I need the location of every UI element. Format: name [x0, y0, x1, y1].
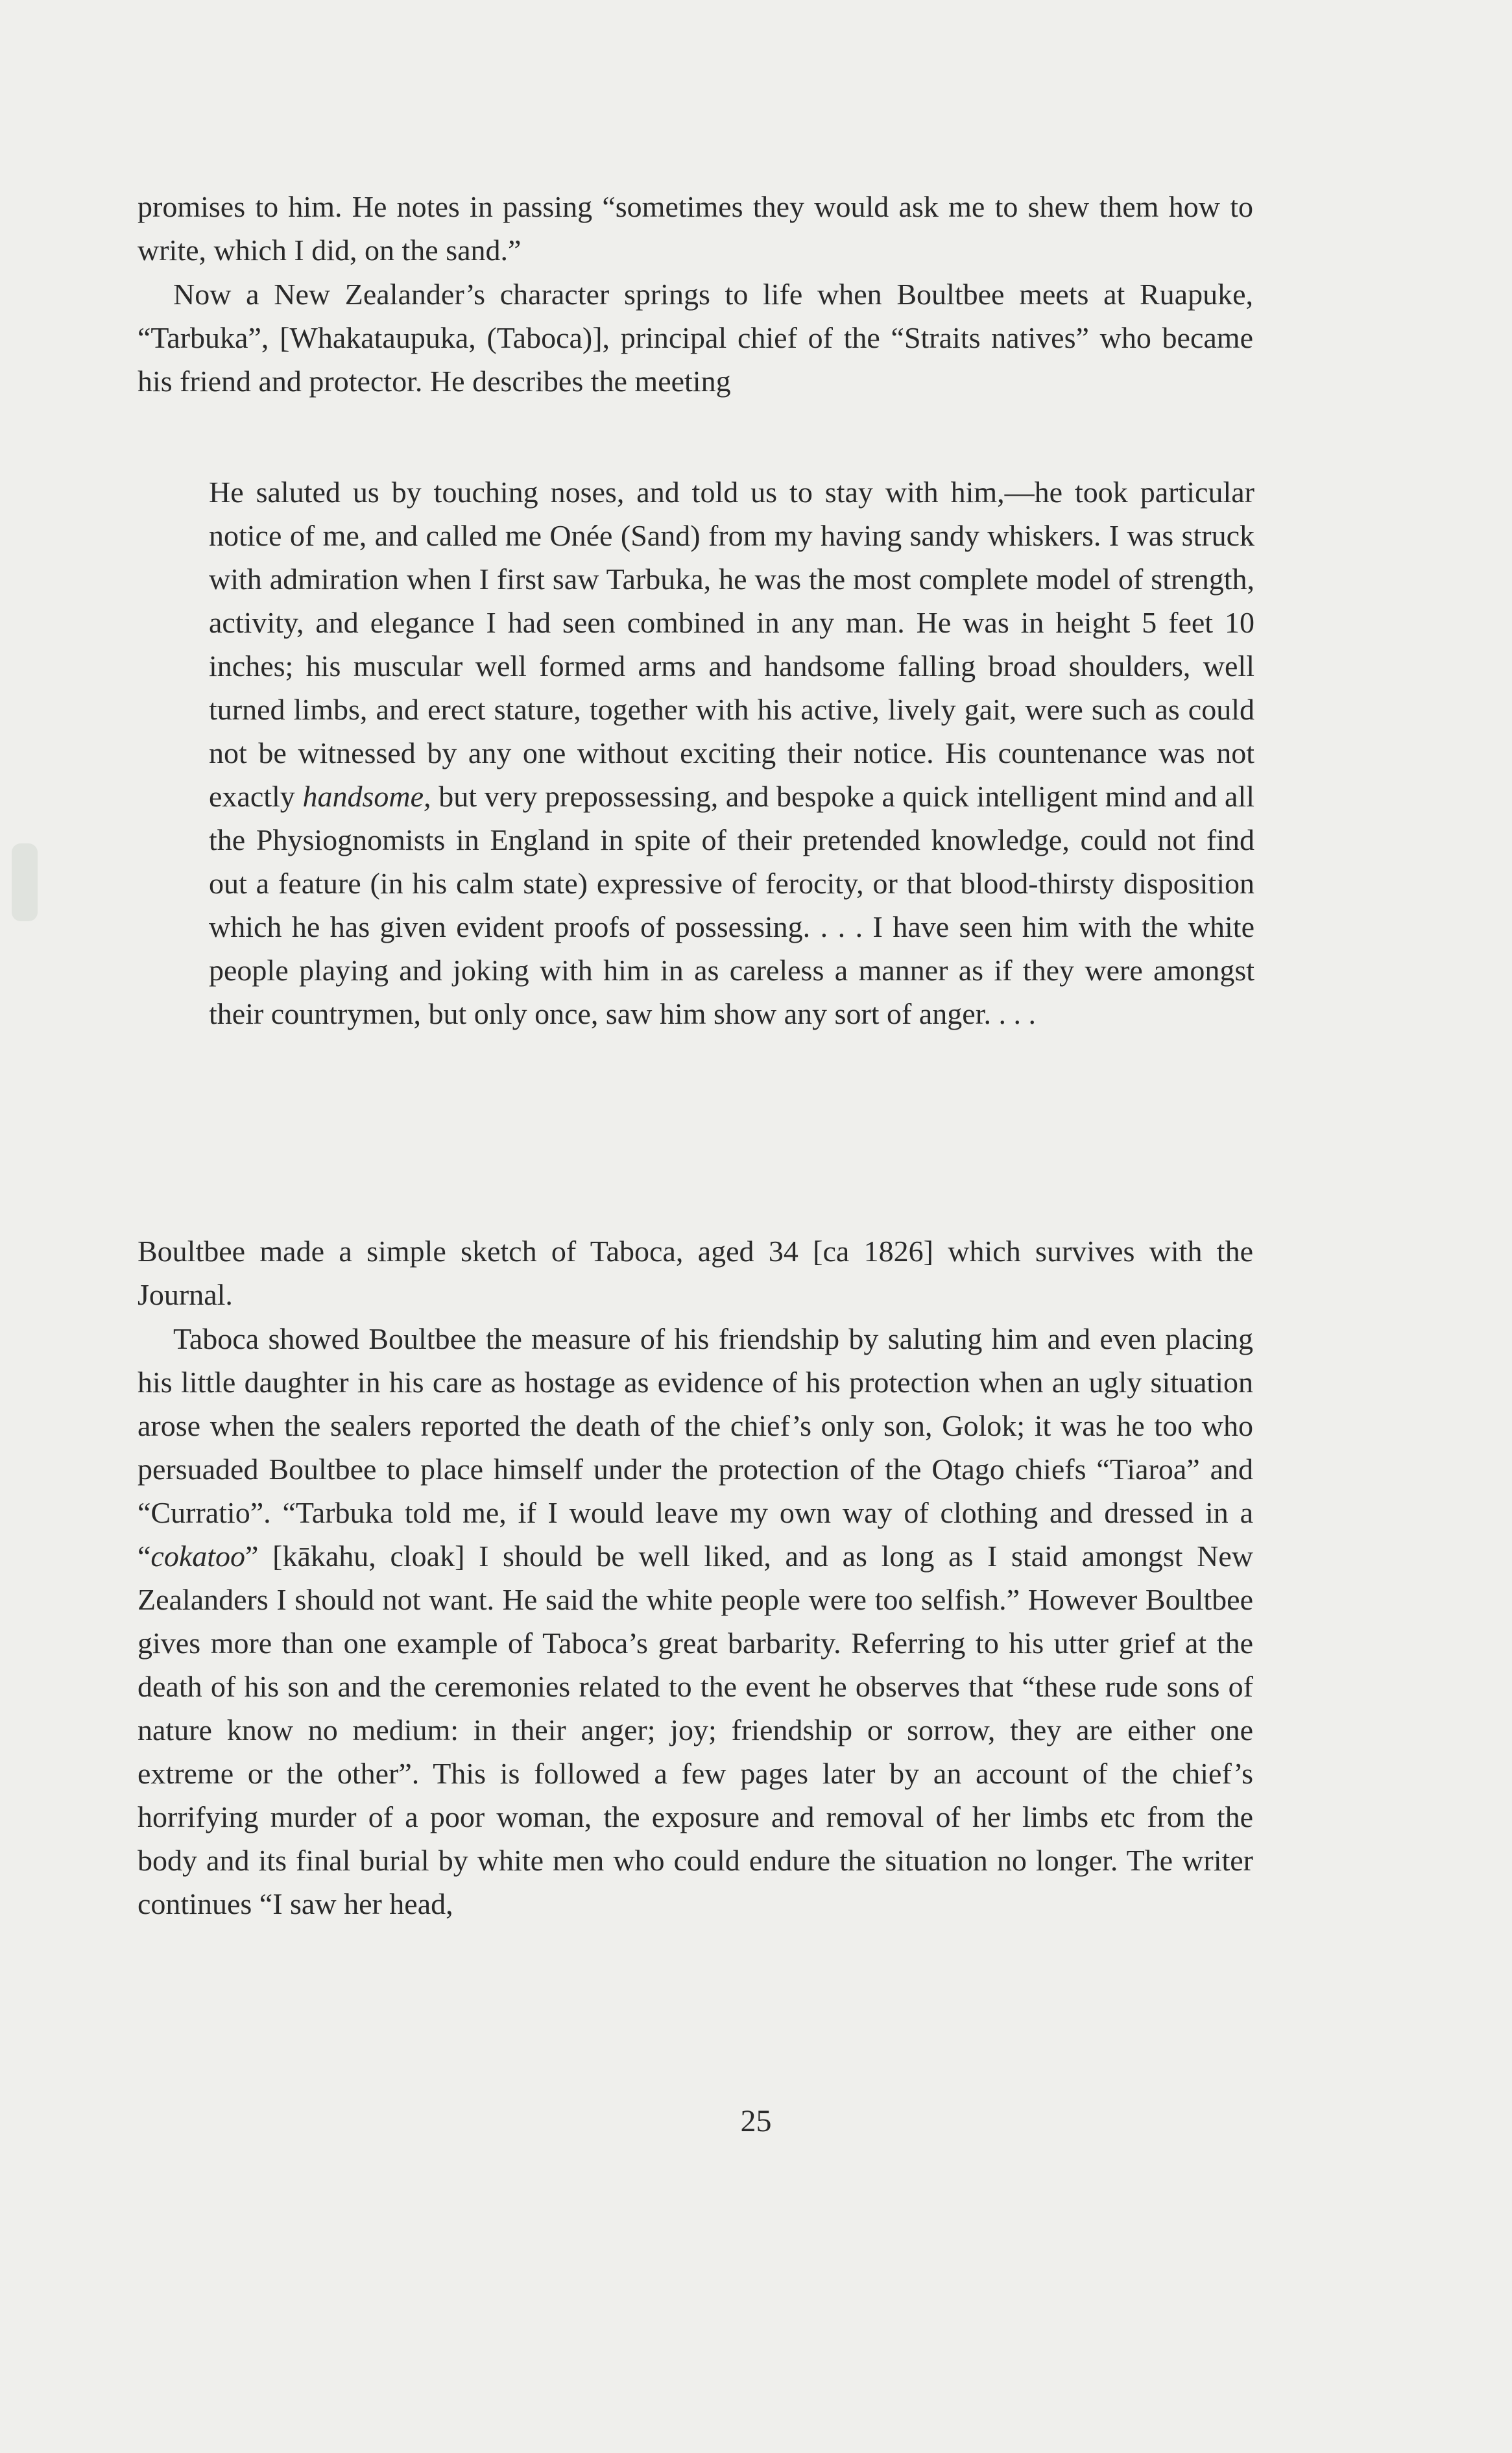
paragraph-continuation: [138, 185, 1253, 272]
paragraph-text: Boultbee made a simple sketch of Taboca, aged 34 [ca 1826] which survives with the Journal.: [138, 1235, 1253, 1311]
quote-text: [209, 470, 1254, 1035]
page-number: 25: [740, 2104, 772, 2138]
paragraph-text: promises to him. He notes in passing “sometimes they would ask me to shew them how to write, which I did, on the sand.”: [138, 190, 1253, 267]
paragraph-part-1: Taboca showed Boultbee the measure of his friendship by saluting him and even placing his little daughter in his care as hostage as evidence of his protection when an ugly situation arose when the sealers reported the death of the chief’s only son, Golok; it was he too who persuaded Boultbee to place himself under the protection of the Otago chiefs “Tiaroa” and “Curratio”. “Tarbuka told me, if I would leave my own way of clothing and dressed in a “: [138, 1322, 1253, 1573]
quote-part-2: but very prepossessing, and bespoke a quick intelligent mind and all the Physiognomists in England in spite of their pretended knowledge, could not find out a feature (in his calm state) expressive of ferocity, or that blood-thirsty disposition which he has given evident proofs of possessing. . . . I have seen him with the white people playing and joking with him in as careless a manner as if they were amongst their countrymen, but only once, saw him show any sort of anger. . . .: [209, 780, 1255, 1030]
paragraph-text: [138, 1317, 1253, 1926]
paragraph-sketch: [138, 1229, 1253, 1316]
paragraph-meeting-intro: [138, 272, 1253, 403]
quote-emphasis: handsome,: [302, 780, 431, 813]
paragraph-text: Now a New Zealander’s character springs to life when Boultbee meets at Ruapuke, “Tarbuka”, [Whakataupuka, (Taboca)], principal chief of the “Straits natives” who became his friend and protector. He describes the meeting: [138, 278, 1253, 398]
paragraph-friendship: [138, 1317, 1253, 1926]
block-quote: [209, 470, 1254, 1035]
paragraph-part-2: ” [kākahu, cloak] I should be well liked, and as long as I staid amongst New Zealanders I should not want. He said the white people were too selfish.” However Boultbee gives more than one example of Taboca’s great barbarity. Referring to his utter grief at the death of his son and the ceremonies related to the event he observes that “these rude sons of nature know no medium: in their anger; joy; friendship or sorrow, they are either one extreme or the other”. This is followed a few pages later by an account of the chief’s horrifying murder of a poor woman, the exposure and removal of her limbs etc from the body and its final burial by white men who could endure the situation no longer. The writer continues “I saw her head,: [138, 1540, 1253, 1920]
margin-stain: [12, 843, 38, 921]
quote-part-1: He saluted us by touching noses, and told us to stay with him,—he took particular notice of me, and called me Onée (Sand) from my having sandy whiskers. I was struck with admiration when I first saw Tarbuka, he was the most complete model of strength, activity, and elegance I had seen combined in any man. He was in height 5 feet 10 inches; his muscular well formed arms and handsome falling broad shoulders, well turned limbs, and erect stature, together with his active, lively gait, were such as could not be witnessed by any one without exciting their notice. His countenance was not exactly: [209, 476, 1254, 813]
paragraph-emphasis: cokatoo: [150, 1540, 246, 1573]
